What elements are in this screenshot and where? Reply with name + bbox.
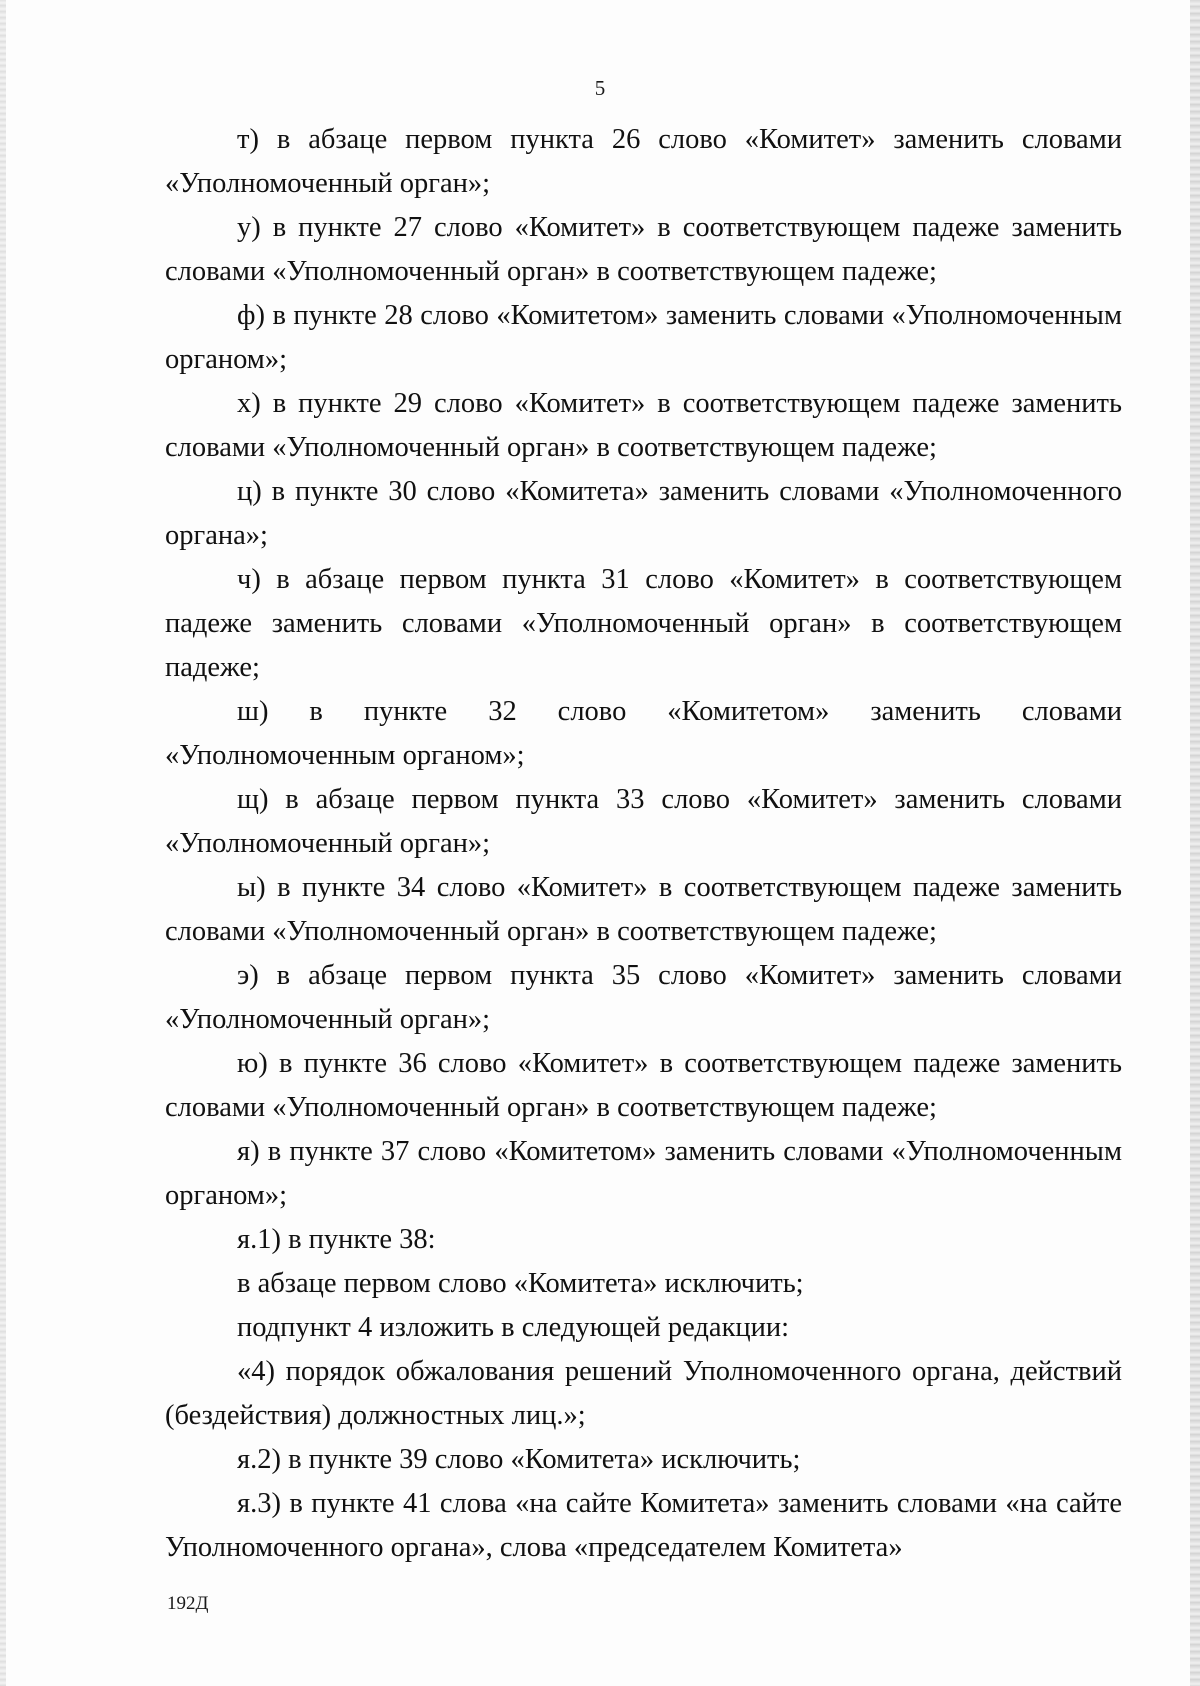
paragraph: у) в пункте 27 слово «Комитет» в соответствующем падеже заменить словами «Уполномоченный орган» в соответствующем падеже; [165, 212, 1122, 287]
paragraph: э) в абзаце первом пункта 35 слово «Комитет» заменить словами «Уполномоченный орган»; [165, 960, 1122, 1035]
paragraph: я.3) в пункте 41 слова «на сайте Комитета» заменить словами «на сайте Уполномоченного органа», слова «председателем Комитета» [165, 1488, 1122, 1563]
paragraph: т) в абзаце первом пункта 26 слово «Комитет» заменить словами «Уполномоченный орган»; [165, 124, 1122, 199]
paragraph: ш) в пункте 32 слово «Комитетом» заменить словами «Уполномоченным органом»; [165, 696, 1122, 771]
paragraph: я.2) в пункте 39 слово «Комитета» исключить; [237, 1444, 801, 1475]
paragraph: «4) порядок обжалования решений Уполномоченного органа, действий (бездействия) должностных лиц.»; [165, 1356, 1122, 1431]
paragraph: щ) в абзаце первом пункта 33 слово «Комитет» заменить словами «Уполномоченный орган»; [165, 784, 1122, 859]
paragraph: ф) в пункте 28 слово «Комитетом» заменить словами «Уполномоченным органом»; [165, 300, 1122, 375]
page-number: 5 [594, 76, 606, 100]
document-body [165, 118, 1122, 1570]
paragraph: ы) в пункте 34 слово «Комитет» в соответствующем падеже заменить словами «Уполномоченный орган» в соответствующем падеже; [165, 872, 1122, 947]
document-code: 192Д [167, 1593, 209, 1614]
paragraph: я) в пункте 37 слово «Комитетом» заменить словами «Уполномоченным органом»; [165, 1136, 1122, 1211]
paragraph: х) в пункте 29 слово «Комитет» в соответствующем падеже заменить словами «Уполномоченный орган» в соответствующем падеже; [165, 388, 1122, 463]
paragraph: в абзаце первом слово «Комитета» исключить; [237, 1268, 804, 1299]
paragraph: я.1) в пункте 38: [237, 1224, 436, 1255]
scan-edge-left [0, 0, 6, 1686]
paragraph: ч) в абзаце первом пункта 31 слово «Комитет» в соответствующем падеже заменить словами «Уполномоченный орган» в соответствующем падеже; [165, 564, 1122, 683]
paragraph: ц) в пункте 30 слово «Комитета» заменить словами «Уполномоченного органа»; [165, 476, 1122, 551]
scan-edge-right [1190, 0, 1200, 1686]
paragraph: ю) в пункте 36 слово «Комитет» в соответствующем падеже заменить словами «Уполномоченный орган» в соответствующем падеже; [165, 1048, 1122, 1123]
paragraph: подпункт 4 изложить в следующей редакции: [237, 1312, 790, 1343]
